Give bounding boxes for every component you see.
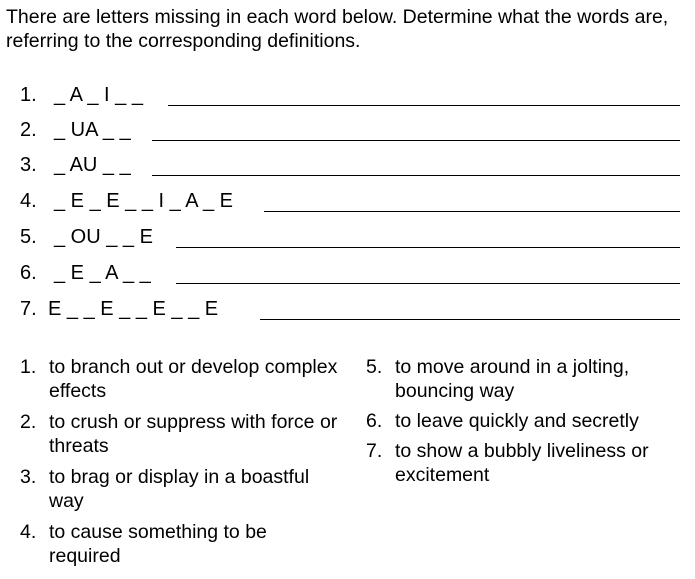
definition-number: 7.: [366, 440, 383, 462]
definition-item: [366, 409, 686, 433]
definition-item: [366, 355, 686, 403]
answer-line[interactable]: [152, 140, 680, 141]
definition-item: [366, 439, 686, 487]
puzzle-row: [0, 296, 695, 326]
answer-line[interactable]: [264, 211, 680, 212]
definition-item: [20, 410, 340, 458]
definitions-right-column: [366, 355, 686, 493]
puzzle-row: [0, 82, 695, 112]
answer-line[interactable]: [176, 247, 680, 248]
answer-line[interactable]: [152, 175, 680, 176]
puzzle-number: 1.: [20, 84, 37, 106]
puzzle-row: [0, 152, 695, 182]
definition-text: to leave quickly and secretly: [395, 410, 639, 432]
definition-item: [20, 520, 340, 568]
definitions-left-column: [20, 355, 340, 575]
definition-number: 2.: [20, 411, 37, 433]
definition-number: 5.: [366, 356, 383, 378]
letter-pattern: _ E _ E _ _ I _ A _ E: [54, 190, 234, 212]
puzzle-number: 5.: [20, 226, 37, 248]
definition-text: to crush or suppress with force or threats: [49, 411, 338, 457]
definition-item: [20, 355, 340, 403]
definition-item: [20, 465, 340, 513]
letter-pattern: _ E _ A _ _: [54, 262, 151, 284]
puzzle-row: [0, 224, 695, 254]
definition-number: 1.: [20, 356, 37, 378]
definition-text: to move around in a jolting, bouncing way: [395, 356, 630, 402]
definition-text: to show a bubbly liveliness or excitement: [395, 440, 649, 486]
definition-number: 4.: [20, 521, 37, 543]
definition-number: 3.: [20, 466, 37, 488]
letter-pattern: _ A _ I _ _: [54, 84, 143, 106]
answer-line[interactable]: [168, 105, 680, 106]
answer-line[interactable]: [260, 319, 680, 320]
puzzle-row: [0, 117, 695, 147]
puzzle-number: 4.: [20, 190, 37, 212]
puzzle-number: 6.: [20, 262, 37, 284]
letter-pattern: _ OU _ _ E: [54, 226, 153, 248]
puzzle-number: 7.: [20, 298, 37, 320]
definition-text: to brag or display in a boastful way: [49, 466, 310, 512]
puzzle-row: [0, 260, 695, 290]
instructions-text: There are letters missing in each word below. Determine what the words are, referring to the corresponding definitions.: [6, 6, 669, 52]
letter-pattern: E _ _ E _ _ E _ _ E: [48, 298, 219, 320]
letter-pattern: _ AU _ _: [54, 154, 131, 176]
puzzle-number: 3.: [20, 154, 37, 176]
definition-text: to cause something to be required: [49, 521, 267, 567]
definition-number: 6.: [366, 410, 383, 432]
answer-line[interactable]: [176, 283, 680, 284]
letter-pattern: _ UA _ _: [54, 119, 131, 141]
definition-text: to branch out or develop complex effects: [49, 356, 338, 402]
puzzle-row: [0, 188, 695, 218]
puzzle-number: 2.: [20, 119, 37, 141]
